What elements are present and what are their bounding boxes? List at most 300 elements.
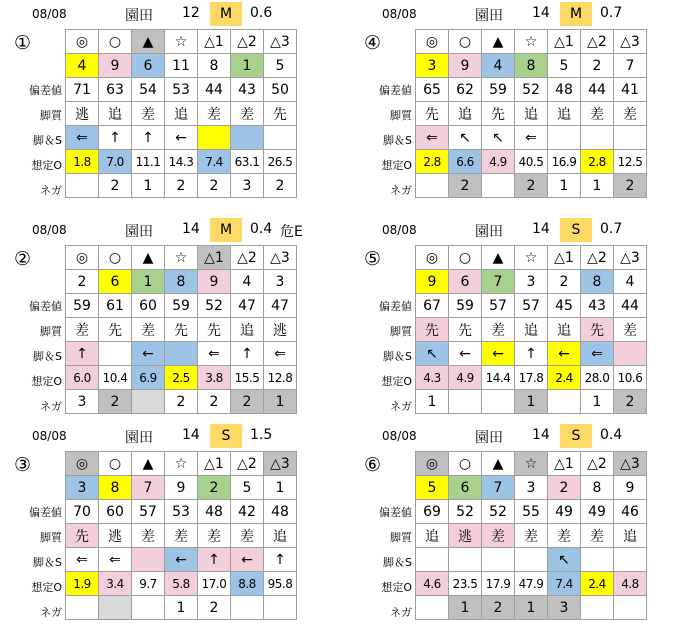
row-deviation — [416, 500, 647, 524]
cell-negative: 2 — [614, 390, 647, 414]
cell-leg-speed: ⇐ — [264, 342, 297, 366]
row-label: 脚＆S — [33, 556, 62, 569]
runner-count: 14 — [182, 427, 200, 443]
cell-leg-speed: ← — [165, 126, 198, 150]
course-name: 園田 — [125, 430, 153, 446]
race-date: 08/08 — [382, 7, 417, 21]
cell-negative: 2 — [165, 390, 198, 414]
cell-running-style: 先 — [264, 102, 297, 126]
row-running-style — [66, 318, 297, 342]
cell-negative — [132, 390, 165, 414]
row-horse-number — [66, 476, 297, 500]
cell-leg-speed — [614, 548, 647, 572]
grade-badge: M — [210, 2, 242, 26]
row-label: 脚＆S — [383, 134, 412, 147]
cell-expected-odds: 2.4 — [581, 572, 614, 596]
cell-mark: ☆ — [165, 452, 198, 476]
cell-horse-number: 9 — [99, 54, 132, 78]
row-mark — [66, 30, 297, 54]
risk-label: 危E — [280, 224, 303, 240]
cell-expected-odds: 2.8 — [581, 150, 614, 174]
row-label: 脚＆S — [383, 350, 412, 363]
row-label: 脚質 — [40, 109, 62, 122]
cell-leg-speed: ↑ — [99, 126, 132, 150]
cell-running-style: 先 — [198, 318, 231, 342]
cell-deviation: 53 — [165, 500, 198, 524]
cell-horse-number: 8 — [99, 476, 132, 500]
cell-running-style: 先 — [66, 524, 99, 548]
cell-deviation: 70 — [66, 500, 99, 524]
cell-expected-odds: 9.7 — [132, 572, 165, 596]
row-negative — [66, 596, 297, 620]
index-value: 0.7 — [600, 221, 623, 237]
cell-expected-odds: 1.9 — [66, 572, 99, 596]
cell-leg-speed — [581, 126, 614, 150]
prediction-table — [415, 451, 647, 620]
cell-mark: ▲ — [482, 30, 515, 54]
cell-horse-number: 6 — [449, 270, 482, 294]
cell-leg-speed — [264, 126, 297, 150]
cell-negative: 1 — [581, 390, 614, 414]
row-label: 脚＆S — [33, 350, 62, 363]
cell-expected-odds: 17.0 — [198, 572, 231, 596]
panel-3 — [10, 424, 300, 624]
cell-mark: ☆ — [515, 30, 548, 54]
runner-count: 14 — [532, 5, 550, 21]
cell-mark: ◎ — [66, 246, 99, 270]
row-label: 偏差値 — [29, 84, 62, 97]
cell-leg-speed: ⇐ — [198, 342, 231, 366]
cell-negative — [548, 390, 581, 414]
race-index-number: ① — [14, 32, 32, 54]
row-label: 脚質 — [390, 109, 412, 122]
row-mark — [416, 452, 647, 476]
cell-running-style: 先 — [99, 318, 132, 342]
row-label: ネガ — [40, 184, 62, 197]
cell-running-style: 逃 — [264, 318, 297, 342]
cell-mark: ▲ — [132, 452, 165, 476]
row-label: ネガ — [390, 606, 412, 619]
cell-negative — [449, 390, 482, 414]
row-leg-speed — [416, 126, 647, 150]
row-deviation — [66, 500, 297, 524]
cell-expected-odds: 15.5 — [231, 366, 264, 390]
cell-deviation: 43 — [581, 294, 614, 318]
grade-badge: S — [210, 424, 242, 448]
race-index-number: ⑥ — [364, 454, 382, 476]
cell-deviation: 47 — [264, 294, 297, 318]
course-name: 園田 — [125, 8, 153, 24]
race-date: 08/08 — [32, 429, 67, 443]
row-horse-number — [66, 270, 297, 294]
cell-deviation: 49 — [548, 500, 581, 524]
cell-negative: 2 — [231, 390, 264, 414]
row-label: 脚＆S — [383, 556, 412, 569]
cell-expected-odds: 28.0 — [581, 366, 614, 390]
cell-leg-speed — [449, 548, 482, 572]
cell-running-style: 差 — [581, 102, 614, 126]
cell-horse-number: 5 — [231, 476, 264, 500]
row-label: 偏差値 — [379, 84, 412, 97]
cell-mark: △1 — [548, 452, 581, 476]
row-label: 脚質 — [390, 531, 412, 544]
cell-horse-number: 4 — [614, 270, 647, 294]
cell-horse-number: 9 — [614, 476, 647, 500]
cell-expected-odds: 6.0 — [66, 366, 99, 390]
panel-1 — [10, 2, 300, 202]
cell-expected-odds: 12.8 — [264, 366, 297, 390]
cell-deviation: 59 — [165, 294, 198, 318]
cell-horse-number: 9 — [449, 54, 482, 78]
row-leg-speed — [416, 342, 647, 366]
cell-negative: 2 — [614, 174, 647, 198]
cell-deviation: 49 — [581, 500, 614, 524]
cell-deviation: 60 — [132, 294, 165, 318]
cell-expected-odds: 4.3 — [416, 366, 449, 390]
cell-deviation: 52 — [515, 78, 548, 102]
cell-mark: ○ — [99, 30, 132, 54]
cell-running-style: 逃 — [449, 524, 482, 548]
index-value: 1.5 — [250, 427, 273, 443]
cell-running-style: 差 — [198, 102, 231, 126]
cell-mark: ▲ — [482, 452, 515, 476]
row-label: 想定O — [31, 375, 62, 388]
cell-mark: ▲ — [132, 30, 165, 54]
cell-mark: ◎ — [66, 452, 99, 476]
cell-negative: 3 — [231, 174, 264, 198]
cell-mark: ◎ — [416, 30, 449, 54]
cell-running-style: 差 — [132, 318, 165, 342]
cell-horse-number: 8 — [515, 54, 548, 78]
cell-expected-odds: 47.9 — [515, 572, 548, 596]
row-leg-speed — [416, 548, 647, 572]
cell-horse-number: 9 — [416, 270, 449, 294]
cell-horse-number: 7 — [614, 54, 647, 78]
cell-expected-odds: 4.6 — [416, 572, 449, 596]
row-label: 脚質 — [40, 325, 62, 338]
course-name: 園田 — [125, 224, 153, 240]
cell-horse-number: 1 — [264, 476, 297, 500]
cell-expected-odds: 10.4 — [99, 366, 132, 390]
cell-horse-number: 6 — [132, 54, 165, 78]
cell-running-style: 差 — [482, 524, 515, 548]
cell-negative: 2 — [165, 174, 198, 198]
cell-horse-number: 3 — [515, 476, 548, 500]
cell-horse-number: 7 — [132, 476, 165, 500]
panel-header — [360, 218, 660, 242]
cell-leg-speed: ⇐ — [66, 126, 99, 150]
cell-expected-odds: 16.9 — [548, 150, 581, 174]
cell-deviation: 57 — [515, 294, 548, 318]
index-value: 0.6 — [250, 5, 273, 21]
cell-negative: 2 — [198, 174, 231, 198]
cell-horse-number: 3 — [515, 270, 548, 294]
cell-horse-number: 6 — [99, 270, 132, 294]
cell-negative: 1 — [132, 174, 165, 198]
cell-leg-speed: ← — [132, 342, 165, 366]
cell-horse-number: 3 — [264, 270, 297, 294]
prediction-table — [415, 245, 647, 414]
row-label: ネガ — [390, 184, 412, 197]
cell-mark: △2 — [231, 30, 264, 54]
cell-running-style: 先 — [416, 318, 449, 342]
cell-negative: 2 — [198, 390, 231, 414]
row-label: 想定O — [31, 581, 62, 594]
grade-badge: M — [210, 218, 242, 242]
cell-horse-number: 4 — [66, 54, 99, 78]
cell-expected-odds: 3.8 — [198, 366, 231, 390]
cell-deviation: 57 — [482, 294, 515, 318]
cell-leg-speed — [581, 548, 614, 572]
panel-header — [360, 424, 660, 448]
row-deviation — [66, 78, 297, 102]
cell-deviation: 42 — [231, 500, 264, 524]
cell-running-style: 追 — [231, 318, 264, 342]
cell-leg-speed: ⇐ — [515, 126, 548, 150]
row-label: 想定O — [381, 375, 412, 388]
cell-mark: △3 — [264, 30, 297, 54]
cell-expected-odds: 4.9 — [449, 366, 482, 390]
cell-running-style: 追 — [99, 102, 132, 126]
cell-deviation: 46 — [614, 500, 647, 524]
row-deviation — [416, 294, 647, 318]
cell-horse-number: 6 — [449, 476, 482, 500]
panel-5 — [360, 218, 650, 418]
cell-expected-odds: 1.8 — [66, 150, 99, 174]
cell-deviation: 67 — [416, 294, 449, 318]
cell-expected-odds: 7.0 — [99, 150, 132, 174]
cell-mark: ○ — [99, 246, 132, 270]
cell-leg-speed: ↖ — [548, 548, 581, 572]
cell-negative: 2 — [99, 390, 132, 414]
cell-running-style: 追 — [165, 102, 198, 126]
cell-deviation: 59 — [449, 294, 482, 318]
cell-deviation: 55 — [515, 500, 548, 524]
cell-leg-speed: ↑ — [264, 548, 297, 572]
cell-negative: 2 — [264, 174, 297, 198]
row-negative — [416, 390, 647, 414]
cell-deviation: 50 — [264, 78, 297, 102]
row-horse-number — [416, 54, 647, 78]
cell-deviation: 41 — [614, 78, 647, 102]
cell-expected-odds: 12.5 — [614, 150, 647, 174]
cell-mark: △3 — [614, 30, 647, 54]
cell-horse-number: 8 — [198, 54, 231, 78]
cell-running-style: 先 — [449, 318, 482, 342]
cell-negative — [264, 596, 297, 620]
cell-deviation: 52 — [482, 500, 515, 524]
cell-expected-odds: 26.5 — [264, 150, 297, 174]
cell-mark: △3 — [614, 246, 647, 270]
cell-expected-odds: 63.1 — [231, 150, 264, 174]
cell-mark: ○ — [99, 452, 132, 476]
runner-count: 14 — [532, 427, 550, 443]
cell-negative — [416, 596, 449, 620]
cell-mark: △1 — [198, 246, 231, 270]
cell-mark: △2 — [581, 452, 614, 476]
row-leg-speed — [66, 342, 297, 366]
cell-horse-number: 8 — [581, 476, 614, 500]
cell-deviation: 61 — [99, 294, 132, 318]
panel-header — [10, 2, 310, 26]
row-running-style — [416, 524, 647, 548]
cell-negative — [482, 174, 515, 198]
cell-leg-speed: ⇐ — [66, 548, 99, 572]
cell-running-style: 先 — [482, 102, 515, 126]
cell-deviation: 69 — [416, 500, 449, 524]
cell-horse-number: 8 — [165, 270, 198, 294]
cell-expected-odds: 17.8 — [515, 366, 548, 390]
cell-horse-number: 5 — [264, 54, 297, 78]
cell-deviation: 48 — [264, 500, 297, 524]
cell-mark: ▲ — [482, 246, 515, 270]
cell-expected-odds: 8.8 — [231, 572, 264, 596]
cell-mark: △1 — [198, 30, 231, 54]
cell-expected-odds: 2.8 — [416, 150, 449, 174]
cell-mark: △3 — [614, 452, 647, 476]
cell-running-style: 差 — [482, 318, 515, 342]
row-label: 偏差値 — [29, 300, 62, 313]
cell-leg-speed — [548, 126, 581, 150]
row-label: 脚質 — [390, 325, 412, 338]
row-deviation — [416, 78, 647, 102]
cell-mark: △3 — [264, 452, 297, 476]
cell-horse-number: 9 — [165, 476, 198, 500]
row-label: 偏差値 — [379, 506, 412, 519]
cell-running-style: 差 — [132, 102, 165, 126]
cell-horse-number: 5 — [416, 476, 449, 500]
cell-expected-odds: 95.8 — [264, 572, 297, 596]
panel-header — [10, 424, 310, 448]
cell-negative: 2 — [515, 174, 548, 198]
cell-expected-odds: 2.4 — [548, 366, 581, 390]
cell-running-style: 差 — [132, 524, 165, 548]
cell-running-style: 差 — [614, 102, 647, 126]
cell-negative: 1 — [165, 596, 198, 620]
cell-running-style: 差 — [581, 524, 614, 548]
cell-deviation: 65 — [416, 78, 449, 102]
cell-deviation: 48 — [198, 500, 231, 524]
cell-expected-odds: 14.4 — [482, 366, 515, 390]
cell-running-style: 差 — [231, 102, 264, 126]
row-horse-number — [416, 270, 647, 294]
cell-deviation: 63 — [99, 78, 132, 102]
cell-running-style: 先 — [165, 318, 198, 342]
cell-leg-speed: ← — [165, 548, 198, 572]
cell-horse-number: 7 — [482, 270, 515, 294]
cell-leg-speed: ↖ — [482, 126, 515, 150]
panel-4 — [360, 2, 650, 202]
panel-header — [10, 218, 310, 242]
cell-leg-speed: ← — [548, 342, 581, 366]
cell-leg-speed — [614, 126, 647, 150]
cell-deviation: 43 — [231, 78, 264, 102]
race-index-number: ⑤ — [364, 248, 382, 270]
cell-expected-odds: 14.3 — [165, 150, 198, 174]
row-leg-speed — [66, 548, 297, 572]
cell-running-style: 差 — [165, 524, 198, 548]
cell-running-style: 追 — [515, 102, 548, 126]
cell-negative: 1 — [264, 390, 297, 414]
row-label: 脚質 — [40, 531, 62, 544]
row-running-style — [416, 102, 647, 126]
row-expected-odds — [416, 150, 647, 174]
cell-negative — [66, 174, 99, 198]
cell-expected-odds: 40.5 — [515, 150, 548, 174]
row-leg-speed — [66, 126, 297, 150]
cell-mark: ◎ — [416, 452, 449, 476]
cell-running-style: 差 — [614, 318, 647, 342]
row-horse-number — [66, 54, 297, 78]
cell-running-style: 差 — [66, 318, 99, 342]
cell-running-style: 差 — [515, 524, 548, 548]
cell-horse-number: 9 — [198, 270, 231, 294]
cell-expected-odds: 23.5 — [449, 572, 482, 596]
cell-leg-speed: ⇐ — [416, 126, 449, 150]
cell-horse-number: 2 — [548, 476, 581, 500]
cell-expected-odds: 3.4 — [99, 572, 132, 596]
runner-count: 14 — [532, 221, 550, 237]
cell-running-style: 差 — [198, 524, 231, 548]
cell-expected-odds: 6.9 — [132, 366, 165, 390]
row-negative — [416, 174, 647, 198]
race-index-number: ④ — [364, 32, 382, 54]
cell-leg-speed: ↑ — [66, 342, 99, 366]
cell-negative: 1 — [581, 174, 614, 198]
cell-deviation: 53 — [165, 78, 198, 102]
cell-leg-speed — [614, 342, 647, 366]
row-mark — [416, 246, 647, 270]
cell-mark: ○ — [449, 30, 482, 54]
cell-deviation: 62 — [449, 78, 482, 102]
cell-running-style: 追 — [548, 318, 581, 342]
race-index-number: ③ — [14, 454, 32, 476]
cell-deviation: 44 — [614, 294, 647, 318]
cell-leg-speed: ↑ — [198, 548, 231, 572]
cell-mark: △1 — [548, 30, 581, 54]
cell-mark: ◎ — [416, 246, 449, 270]
row-expected-odds — [416, 572, 647, 596]
race-date: 08/08 — [32, 7, 67, 21]
cell-negative: 2 — [482, 596, 515, 620]
cell-negative — [482, 390, 515, 414]
cell-expected-odds: 4.9 — [482, 150, 515, 174]
cell-negative: 1 — [416, 390, 449, 414]
cell-leg-speed: ← — [449, 342, 482, 366]
runner-count: 12 — [182, 5, 200, 21]
cell-negative — [416, 174, 449, 198]
grade-badge: S — [560, 218, 592, 242]
cell-horse-number: 1 — [132, 270, 165, 294]
cell-deviation: 57 — [132, 500, 165, 524]
cell-deviation: 52 — [449, 500, 482, 524]
course-name: 園田 — [475, 224, 503, 240]
cell-mark: ◎ — [66, 30, 99, 54]
cell-horse-number: 3 — [416, 54, 449, 78]
row-expected-odds — [66, 572, 297, 596]
cell-expected-odds: 7.4 — [548, 572, 581, 596]
row-negative — [66, 174, 297, 198]
cell-expected-odds: 2.5 — [165, 366, 198, 390]
cell-negative: 3 — [66, 390, 99, 414]
cell-negative: 2 — [449, 174, 482, 198]
cell-horse-number: 8 — [581, 270, 614, 294]
row-negative — [416, 596, 647, 620]
cell-horse-number: 2 — [66, 270, 99, 294]
index-value: 0.4 — [250, 221, 273, 237]
race-date: 08/08 — [382, 429, 417, 443]
cell-mark: △2 — [231, 246, 264, 270]
